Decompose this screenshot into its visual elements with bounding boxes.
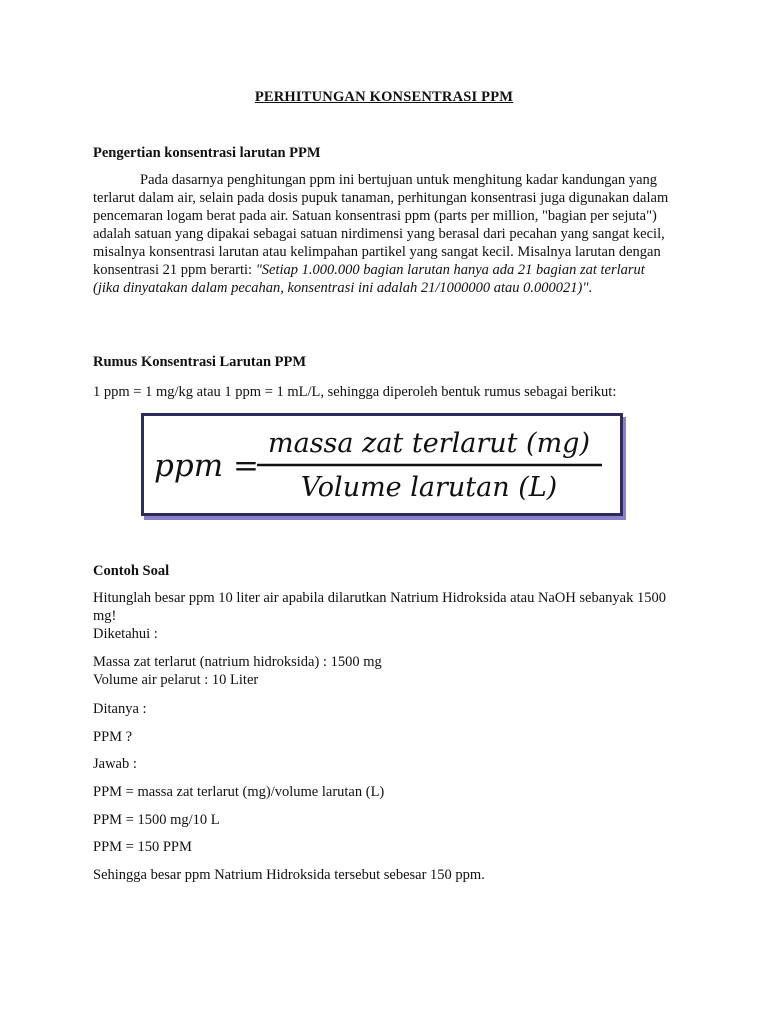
diketahui-label: Diketahui :	[93, 626, 158, 642]
ppm-question: PPM ?	[93, 729, 133, 745]
section-heading-pengertian: Pengertian konsentrasi larutan PPM	[93, 145, 321, 161]
answer-step-1: PPM = massa zat terlarut (mg)/volume larutan (L)	[93, 784, 385, 800]
page-title: PERHITUNGAN KONSENTRASI PPM	[254, 89, 514, 105]
paragraph-italic-quote: "Setiap 1.000.000 bagian larutan hanya ada 21 bagian zat terlarut (jika dinyatakan dalam pecahan, konsentrasi ini adalah 21/1000000 atau 0.000021)"	[93, 262, 645, 296]
formula-graphic	[144, 416, 620, 513]
section-heading-rumus: Rumus Konsentrasi Larutan PPM	[93, 354, 307, 370]
ditanya-label: Ditanya :	[93, 701, 147, 717]
paragraph-end: .	[588, 280, 593, 296]
formula-image	[141, 413, 623, 516]
jawab-label: Jawab :	[93, 756, 137, 772]
question-text: Hitunglah besar ppm 10 liter air apabila dilarutkan Natrium Hidroksida atau NaOH sebanyak 1500 mg!	[93, 590, 666, 624]
conclusion-line: Sehingga besar ppm Natrium Hidroksida tersebut sebesar 150 ppm.	[93, 867, 485, 883]
section-heading-contoh-soal: Contoh Soal	[93, 563, 170, 579]
paragraph-text: Pada dasarnya penghitungan ppm ini bertujuan untuk menghitung kadar kandungan yang terlarut dalam air, selain pada dosis pupuk tanaman, perhitungan konsentrasi juga digunakan dalam pencemaran logam berat pada air. Satuan konsentrasi ppm (parts per million, "bagian per sejuta") adalah satuan yang dipakai sebagai satuan nirdimensi yang berasal dari pecahan yang sangat kecil, misalnya konsentrasi larutan atau kelimpahan partikel yang sangat kecil. Misalnya larutan dengan konsentrasi 21 ppm berarti:	[93, 172, 669, 278]
formula-lhs: ppm =	[154, 448, 259, 484]
answer-step-2: PPM = 1500 mg/10 L	[93, 812, 220, 828]
paragraph-pengertian	[93, 171, 673, 297]
massa-line: Massa zat terlarut (natrium hidroksida) : 1500 mg	[93, 654, 382, 670]
answer-step-3: PPM = 150 PPM	[93, 839, 192, 855]
volume-line: Volume air pelarut : 10 Liter	[93, 672, 259, 688]
formula-denominator: Volume larutan (L)	[300, 472, 558, 503]
formula-numerator: massa zat terlarut (mg)	[268, 428, 590, 459]
rumus-intro-line: 1 ppm = 1 mg/kg atau 1 ppm = 1 mL/L, sehingga diperoleh bentuk rumus sebagai berikut:	[93, 384, 617, 400]
